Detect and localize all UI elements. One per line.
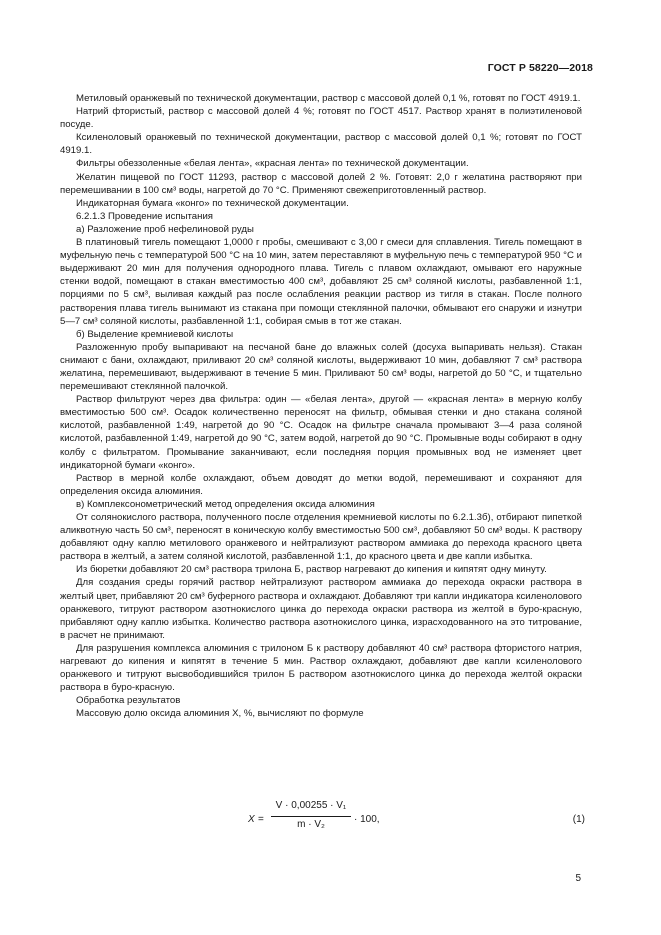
paragraph: Раствор в мерной колбе охлаждают, объем доводят до метки водой, перемешивают и сохраняют для определения оксида алюминия.	[60, 472, 582, 497]
formula-equals: =	[258, 814, 264, 825]
paragraph: Индикаторная бумага «конго» по технической документации.	[76, 197, 349, 209]
paragraph: Фильтры обеззоленные «белая лента», «красная лента» по технической документации.	[76, 158, 469, 170]
formula-denominator: m · V₂	[297, 819, 325, 830]
formula-number: (1)	[572, 814, 585, 825]
paragraph: Раствор фильтруют через два фильтра: один — «белая лента», другой — «красная лента» в мерную колбу вместимостью 500 см³. Осадок количественно переносят на фильтр, обмывая стенки и дно стакана соляной кислотой, разбавленной 1:49, нагретой до 90 °С. Осадок на фильтре сначала промывают 3—4 раза соляной кислотой, разбавленной 1:49, нагретой до 90 °С, затем водой, нагретой до 90 °С. Промывные воды собирают в одну колбу с фильтратом. Промывание заканчивают, если последняя порция промывных вод не изменяет цвет индикаторной бумаги «конго».	[60, 394, 582, 471]
paragraph: Из бюретки добавляют 20 см³ раствора трилона Б, раствор нагревают до кипения и кипятят одну минуту.	[76, 564, 547, 576]
formula-tail: · 100,	[354, 814, 380, 825]
section-heading: Обработка результатов	[76, 695, 181, 707]
formula	[248, 800, 448, 844]
paragraph: Разложенную пробу выпаривают на песчаной бане до влажных солей (досуха выпаривать нельзя). Стакан снимают с бани, охлаждают, приливают 20 см³ соляной кислоты, выдерживают 10 мин, добавляют 7 см³ раствора желатина, перемешивают, выдерживают в течение 5 мин. Приливают 50 см³ воды, нагретой до 50 °С, и тщательно перемешивают стеклянной палочкой.	[60, 341, 582, 393]
formula-numerator: V · 0,00255 · V₁	[275, 800, 347, 811]
paragraph: Желатин пищевой по ГОСТ 11293, раствор с массовой долей 2 %. Готовят: 2,0 г желатина растворяют при перемешивании в 100 см³ воды, нагретой до 70 °С. Применяют свежеприготовленный раствор.	[60, 171, 582, 196]
paragraph: От солянокислого раствора, полученного после отделения кремниевой кислоты по 6.2.1.3б), отбирают пипеткой аликвотную часть 50 см³, переносят в коническую колбу вместимостью 500 см³, добавляют 50 см³ воды. К раствору добавляют одну каплю метилового оранжевого и нейтрализуют раствором аммиака до перехода красного цвета раствора в желтый, а затем соляной кислотой, разбавленной 1:1, до красного цвета и две капли избытка.	[60, 512, 582, 563]
section-heading: 6.2.1.3 Проведение испытания	[76, 210, 213, 222]
paragraph: Метиловый оранжевый по технической документации, раствор с массовой долей 0,1 %, готовят по ГОСТ 4919.1.	[76, 93, 581, 104]
paragraph: Ксиленоловый оранжевый по технической документации, раствор с массовой долей 0,1 %; готовят по ГОСТ 4919.1.	[60, 132, 582, 157]
subsection-heading: б) Выделение кремниевой кислоты	[76, 328, 234, 340]
page-number: 5	[575, 873, 581, 884]
paragraph: Для разрушения комплекса алюминия с трилоном Б к раствору добавляют 40 см³ раствора фтористого натрия, нагревают до кипения и кипятят в течение 5 мин. Раствор охлаждают, добавляют две капли ксиленолового оранжевого и титруют высвободившийся трилон Б раствором азотнокислого цинка до перехода желтой окраски раствора в буро-красную.	[60, 642, 582, 694]
formula-lhs: X	[248, 814, 255, 825]
paragraph: В платиновый тигель помещают 1,0000 г пробы, смешивают с 3,00 г смеси для сплавления. Тигель помещают в муфельную печь с температурой 500 °С на 10 мин, затем переставляют в муфельную печь с температурой 950 °С и выдерживают 20 мин для получения однородного плава. Тигель с плавом охлаждают, омывают его наружные стенки водой, помещают в стакан вместимостью 400 см³, добавляют 25 см³ соляной кислоты, разбавленной 1:1, порциями по 5 см³, выливая каждый раз после ослабления реакции раствор из тигля в стакан. После полного растворения плава тигель вынимают из стакана при помощи стеклянной палочки, обмывают его снаружи и изнутри 5—7 см³ соляной кислоты, разбавленной 1:1, собирая смыв в тот же стакан.	[60, 237, 582, 327]
document-header-standard: ГОСТ Р 58220—2018	[487, 62, 593, 74]
document-body	[60, 92, 582, 721]
paragraph: Натрий фтористый, раствор с массовой долей 4 %; готовят по ГОСТ 4517. Раствор хранят в полиэтиленовой посуде.	[60, 106, 582, 131]
paragraph: Массовую долю оксида алюминия X, %, вычисляют по формуле	[76, 708, 364, 720]
subsection-heading: в) Комплексонометрический метод определения оксида алюминия	[76, 498, 375, 510]
fraction-bar	[271, 816, 351, 817]
subsection-heading: а) Разложение проб нефелиновой руды	[76, 223, 254, 235]
paragraph: Для создания среды горячий раствор нейтрализуют раствором аммиака до перехода окраски раствора в желтый цвет, прибавляют 20 см³ буферного раствора и охлаждают. Добавляют три капли индикатора ксиленолового оранжевого, титруют раствором азотнокислого цинка до перехода окраски раствора из желтой в буро-красную, прибавляют одну каплю избытка. Количество раствора азотнокислого цинка, израсходованного на это титрование, в расчет не принимают.	[60, 577, 582, 641]
